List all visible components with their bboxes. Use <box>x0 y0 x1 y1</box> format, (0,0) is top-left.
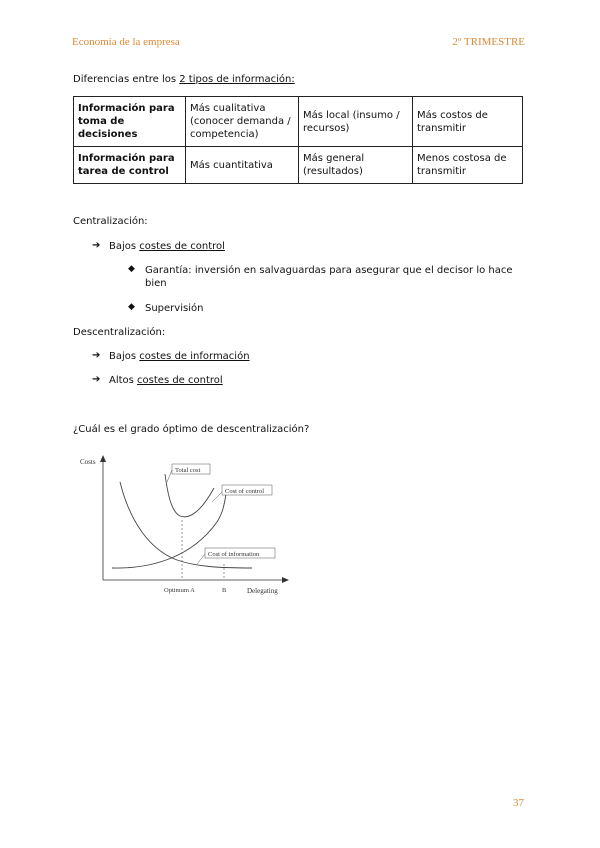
question: ¿Cuál es el grado óptimo de descentralización? <box>73 424 310 435</box>
item-prefix: Bajos <box>109 351 140 362</box>
series-label-total-cost: Total cost <box>175 467 201 474</box>
page-number: 37 <box>513 797 524 809</box>
table-row <box>74 97 523 147</box>
table-cell: Más local (insumo / recursos) <box>299 97 413 147</box>
row-header: Información para toma de decisiones <box>74 97 186 147</box>
item-prefix: Altos <box>109 375 138 386</box>
header-title: Economía de la empresa <box>72 36 180 48</box>
cost-chart <box>72 452 292 600</box>
y-axis-arrow <box>100 455 106 462</box>
table-cell: Más costos de transmitir <box>413 97 523 147</box>
centralizacion-title: Centralización: <box>73 216 148 227</box>
leader-line <box>167 470 172 482</box>
info-table <box>73 96 523 184</box>
x-axis-arrow <box>282 577 289 583</box>
x-axis-label: Delegating <box>247 587 278 595</box>
item-prefix: Bajos <box>109 241 140 252</box>
leader-line <box>197 554 205 564</box>
leader-line <box>212 492 222 502</box>
series-label-cost-of-information: Cost of information <box>208 551 260 558</box>
x-tick-label: Optimum A <box>164 587 195 594</box>
list-item <box>109 374 223 387</box>
item-link: costes de control <box>139 241 225 252</box>
diamond-bullet-icon: ◆ <box>128 302 135 312</box>
item-link: costes de información <box>139 351 250 362</box>
table-row <box>74 147 523 184</box>
list-item <box>109 240 225 253</box>
table-cell: Más general (resultados) <box>299 147 413 184</box>
table-cell: Más cualitativa (conocer demanda / competencia) <box>186 97 299 147</box>
x-tick-label: B <box>222 587 227 594</box>
intro-prefix: Diferencias entre los <box>73 74 180 85</box>
sub-item: Garantía: inversión en salvaguardas para asegurar que el decisor lo hace bien <box>145 265 513 289</box>
item-link: costes de control <box>137 375 223 386</box>
descentralizacion-title: Descentralización: <box>73 327 166 338</box>
arrow-icon: ➔ <box>92 374 101 385</box>
series-total-cost <box>165 474 214 517</box>
diamond-bullet-icon: ◆ <box>128 264 135 274</box>
intro-link: 2 tipos de información: <box>179 74 295 85</box>
arrow-icon: ➔ <box>92 240 101 251</box>
y-axis-label: Costs <box>80 458 96 466</box>
list-item <box>109 350 250 363</box>
table-cell: Más cuantitativa <box>186 147 299 184</box>
header-term: 2º TRIMESTRE <box>452 36 525 48</box>
series-label-cost-of-control: Cost of control <box>225 488 264 495</box>
arrow-icon: ➔ <box>92 350 101 361</box>
intro-line <box>73 73 295 86</box>
row-header: Información para tarea de control <box>74 147 186 184</box>
table-cell: Menos costosa de transmitir <box>413 147 523 184</box>
sub-item: Supervisión <box>145 303 204 314</box>
